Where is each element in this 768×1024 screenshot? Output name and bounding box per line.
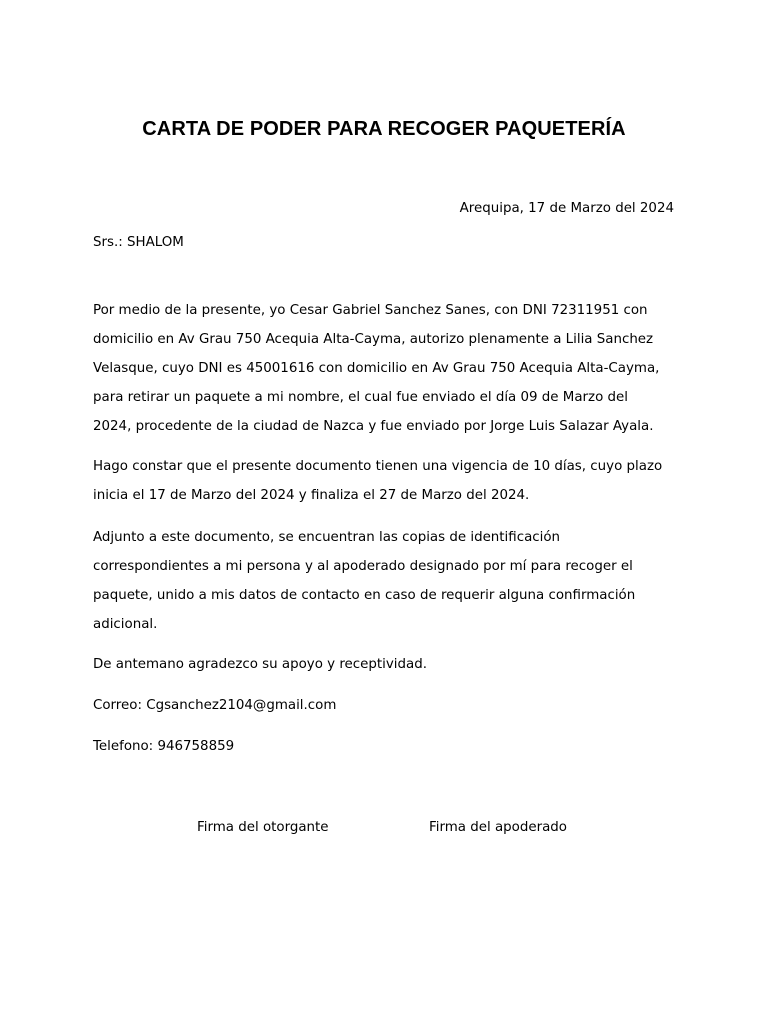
paragraph-line: 2024, procedente de la ciudad de Nazca y fue enviado por Jorge Luis Salazar Ayala.: [93, 419, 654, 434]
paragraph-line: adicional.: [93, 617, 158, 632]
signature-attorney-label: Firma del apoderado: [429, 820, 567, 835]
paragraph-validity: [93, 452, 683, 510]
date-line: Arequipa, 17 de Marzo del 2024: [459, 201, 674, 216]
paragraph-line: domicilio en Av Grau 750 Acequia Alta-Cayma, autorizo plenamente a Lilia Sanchez: [93, 332, 654, 347]
paragraph-thanks: De antemano agradezco su apoyo y receptividad.: [93, 657, 427, 672]
paragraph-line: Adjunto a este documento, se encuentran las copias de identificación: [93, 530, 561, 545]
document-title: CARTA DE PODER PARA RECOGER PAQUETERÍA: [142, 118, 626, 140]
signature-grantor-label: Firma del otorgante: [197, 820, 329, 835]
paragraph-line: Por medio de la presente, yo Cesar Gabriel Sanchez Sanes, con DNI 72311951 con: [93, 303, 648, 318]
paragraph-line: Velasque, cuyo DNI es 45001616 con domicilio en Av Grau 750 Acequia Alta-Cayma,: [93, 361, 660, 376]
recipient-line: Srs.: SHALOM: [93, 235, 184, 250]
paragraph-line: paquete, unido a mis datos de contacto en caso de requerir alguna confirmación: [93, 588, 636, 603]
paragraph-line: Hago constar que el presente documento tienen una vigencia de 10 días, cuyo plazo: [93, 459, 663, 474]
email-line: Correo: Cgsanchez2104@gmail.com: [93, 698, 337, 713]
paragraph-line: para retirar un paquete a mi nombre, el cual fue enviado el día 09 de Marzo del: [93, 390, 628, 405]
phone-line: Telefono: 946758859: [93, 739, 235, 754]
paragraph-attachments: [93, 523, 683, 639]
paragraph-authorization: [93, 296, 683, 441]
paragraph-line: inicia el 17 de Marzo del 2024 y finaliza el 27 de Marzo del 2024.: [93, 488, 530, 503]
paragraph-line: correspondientes a mi persona y al apoderado designado por mí para recoger el: [93, 559, 633, 574]
